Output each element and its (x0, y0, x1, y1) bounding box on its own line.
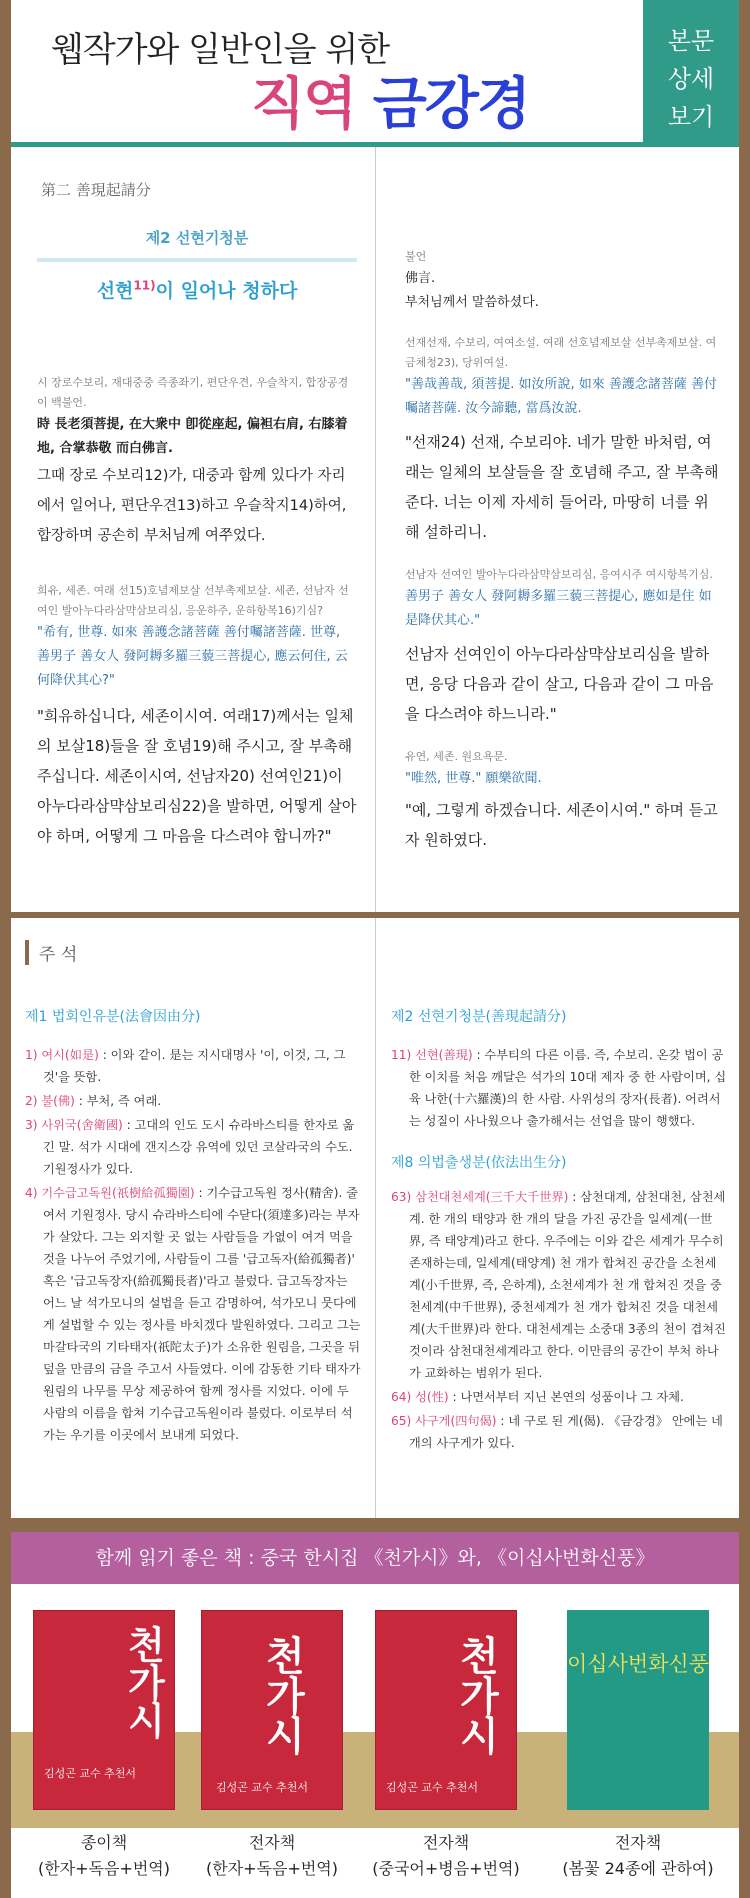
caption-line: 전자책 (248, 1833, 296, 1852)
note-number: 2) (25, 1094, 38, 1108)
note-number: 64) (391, 1390, 412, 1404)
hanja-text: 佛言. (405, 271, 436, 286)
note-number: 11) (391, 1048, 412, 1062)
header-title (251, 60, 529, 140)
note-text: : 고대의 인도 도시 슈라바스티를 한자로 옮긴 말. 석가 시대에 갠지스강 유역에 있던 코살라국의 수도. 기원정사가 있다. (43, 1118, 355, 1176)
book-cover-title: 천가시 (453, 1635, 499, 1755)
books-panel (11, 1584, 739, 1898)
detail-button-line: 상세 (667, 65, 715, 93)
note-text: : 수부티의 다른 이름. 즉, 수보리. 온갖 법이 공한 이치를 처음 깨달은 석가의 10대 제자 중 한 사람이며, 십육 나한(十六羅漢)의 한 사람. 사위성의 장자(長者). 어려서는 성질이 사나웠으나 출가해서는 선업을 많이 행했다. (409, 1048, 727, 1128)
detail-button-line: 보기 (667, 103, 715, 131)
main-text-panel (11, 147, 739, 912)
notes-column-divider (375, 918, 376, 1518)
notes-right-heading-2: 제8 의법출생분(依法出生分) (391, 1155, 567, 1171)
reading-text: 선재선재, 수보리, 여여소설. 여래 선호념제보살 선부촉제보살. 여금체청23), 당위여설. (405, 336, 717, 369)
caption-line: 전자책 (422, 1833, 470, 1852)
note-item (25, 1090, 361, 1112)
hanja-text: "唯然, 世尊." 願樂欲聞. (405, 771, 542, 786)
caption-line: (한자+독음+번역) (37, 1859, 171, 1878)
book-cover-title: 천가시 (121, 1625, 165, 1739)
note-term: 성(性) (415, 1390, 449, 1404)
notes-right-list (391, 1044, 727, 1132)
note-term: 선현(善現) (415, 1048, 473, 1062)
korean-text: "예, 그렇게 하겠습니다. 세존이시여." 하며 듣고자 원하였다. (405, 801, 718, 849)
chapter-subtitle (37, 276, 357, 303)
note-number: 65) (391, 1414, 412, 1428)
note-item (25, 1114, 361, 1180)
detail-view-button[interactable] (643, 0, 739, 142)
note-number: 3) (25, 1118, 38, 1132)
left-column (37, 207, 357, 851)
title-part-a: 직역 (251, 72, 356, 137)
note-text: : 부처, 즉 여래. (74, 1094, 162, 1108)
section-label: 第二 善現起請分 (41, 181, 151, 199)
note-text: : 나면서부터 지닌 본연의 성품이나 그 자체. (448, 1390, 684, 1404)
notes-left-list (25, 1044, 361, 1446)
note-term: 사구게(四句偈) (415, 1414, 497, 1428)
book-caption-2 (181, 1830, 363, 1882)
right-column (405, 247, 723, 855)
note-text: : 삼천대계, 삼천대천, 삼천세계. 한 개의 태양과 한 개의 달을 가진 공간을 일세계(一世界, 즉 태양계)라고 한다. 우주에는 이와 같은 세계가 무수히 존재하는데, 일세계(태양계) 천 개가 합쳐진 공간을 소천세계(小千世界, 즉, 은하계), 소천세계가 천 개 합쳐진 것을 중천세계(中千世界), 중천세계가 천 개가 합쳐진 것을 대천세계(大千世界)라 한다. 대천세계는 소중대 3종의 천이 겹쳐진 것이라 삼천대천세계라고 한다. 이만큼의 공간이 부처 하나가 교화하는 범위가 된다. (409, 1190, 726, 1380)
reading-text: 불언 (405, 250, 427, 263)
hanja-text: 善男子 善女人 發阿耨多羅三藐三菩提心, 應如是住 如是降伏其心." (405, 589, 712, 628)
korean-text: 그때 장로 수보리12)가, 대중과 함께 있다가 자리에서 일어나, 편단우견13)하고 우슬착지14)하여, 합장하며 공손히 부처님께 여쭈었다. (37, 468, 347, 544)
notes-left-column (25, 1006, 361, 1448)
caption-line: (봄꽃 24종에 관하여) (562, 1859, 714, 1878)
book-cover-subtitle: 김성곤 교수 추천서 (44, 1767, 137, 1780)
korean-text: "선재24) 선재, 수보리야. 네가 말한 바처럼, 여래는 일체의 보살들을 잘 호념해 주고, 잘 부촉해 준다. 너는 이제 자세히 들어라, 마땅히 너를 위해 설하리니. (405, 433, 719, 541)
notes-panel (11, 918, 739, 1518)
detail-button-line: 본문 (667, 27, 715, 55)
book-caption-3 (355, 1830, 537, 1882)
korean-text: "희유하십니다, 세존이시여. 여래17)께서는 일체의 보살18)들을 잘 호념19)해 주시고, 잘 부촉해 주십니다. 세존이시여, 선남자20) 선여인21)이 아누다라삼먁삼보리심22)을 발하면, 어떻게 살아야 하며, 어떻게 그 마음을 다스려야 합니까?" (37, 707, 357, 845)
note-term: 삼천대천세계(三千大千世界) (415, 1190, 569, 1204)
note-item (391, 1044, 727, 1132)
book-cover-1[interactable] (33, 1610, 175, 1810)
note-term: 여시(如是) (41, 1048, 99, 1062)
chapter-bar (37, 258, 357, 262)
title-part-b: 금강경 (372, 72, 529, 137)
notes-right-list-2 (391, 1186, 727, 1454)
book-cover-4[interactable] (567, 1610, 709, 1810)
book-caption-1 (13, 1830, 195, 1882)
note-term: 불(佛) (41, 1094, 75, 1108)
reading-text: 시 장로수보리, 재대중중 즉종좌기, 편단우견, 우슬착지, 합장공경 이 백불언. (37, 376, 349, 409)
chapter-subtitle-post: 이 일어나 청하다 (155, 280, 298, 302)
reading-text: 희유, 세존. 여래 선15)호념제보살 선부촉제보살. 세존, 선남자 선여인 발아누다라삼먁삼보리심, 응운하주, 운하항복16)기심? (37, 584, 349, 617)
note-number: 4) (25, 1186, 38, 1200)
header-subtitle: 웹작가와 일반인을 위한 (51, 30, 390, 70)
hanja-text: "善哉善哉, 須菩提. 如汝所說, 如來 善護念諸菩薩 善付囑諸菩薩. 汝今諦聽, 當爲汝說. (405, 377, 718, 416)
reading-text: 선남자 선여인 발아누다라삼먁삼보리심, 응여시주 여시항복기심. (405, 568, 713, 581)
note-term: 사위국(舍衛國) (41, 1118, 123, 1132)
spacer (405, 547, 723, 565)
korean-text: 부처님께서 말씀하셨다. (405, 295, 539, 310)
note-number: 1) (25, 1048, 38, 1062)
note-text: : 이와 같이. 是는 지시대명사 '이, 이것, 그, 그것'을 뜻함. (43, 1048, 346, 1084)
hanja-text: 時 長老須菩提, 在大衆中 卽從座起, 偏袒右肩, 右膝着地, 合掌恭敬 而白佛言. (37, 417, 348, 456)
column-divider (375, 147, 376, 912)
hanja-text: "希有, 世尊. 如來 善護念諸菩薩 善付囑諸菩薩. 世尊, 善男子 善女人 發阿耨多羅三藐三菩提心, 應云何住, 云何降伏其心?" (37, 625, 348, 688)
note-item (25, 1182, 361, 1446)
note-text: : 네 구로 된 게(偈). 《금강경》 안에는 네 개의 사구게가 있다. (409, 1414, 723, 1450)
reading-text: 유연, 세존. 원요욕문. (405, 750, 508, 763)
header (11, 0, 739, 147)
notes-right-heading: 제2 선현기청분(善現起請分) (391, 1009, 567, 1025)
caption-line: (중국어+병음+번역) (372, 1859, 520, 1878)
book-cover-subtitle: 김성곤 교수 추천서 (216, 1781, 309, 1794)
note-item (25, 1044, 361, 1088)
book-cover-title: 천가시 (259, 1635, 305, 1755)
book-cover-3[interactable] (375, 1610, 517, 1810)
caption-line: 종이책 (80, 1833, 128, 1852)
notes-left-heading: 제1 법회인유분(法會因由分) (25, 1009, 201, 1025)
book-cover-2[interactable] (201, 1610, 343, 1810)
book-caption-4 (547, 1830, 729, 1882)
books-banner: 함께 읽기 좋은 책 : 중국 한시집 《천가시》와, 《이십사번화신풍》 (11, 1532, 739, 1584)
note-text: : 기수급고독원 정사(精舍). 줄여서 기원정사. 당시 슈라바스티에 수닫다(須達多)라는 부자가 살았다. 그는 외지할 곳 없는 사람들을 가엾이 여겨 먹을 것을 나누어 주었기에, 사람들이 그를 '급고독자(給孤獨者)' 혹은 '급고독장자(給孤獨長者)'라고 불렀다. 급고독장자는 어느 날 석가모니의 설법을 듣고 감명하여, 석가모니 뭇다에게 설법할 수 있는 정사를 바치겠다 발원하였다. 그리고 그는 마갈타국의 기타태자(祇陀太子)가 소유한 원림을, 그곳을 뒤덮을 만큼의 금을 주고서 사들였다. 이에 감동한 기타 태자가 원림의 나무를 무상 제공하여 함께 정사를 지었다. 이에 두 사람의 이름을 합쳐 기수급고독원이라 불렀다. 이로부터 석가는 우기를 이곳에서 보내게 되었다. (43, 1186, 361, 1442)
spacer (405, 315, 723, 333)
chapter-subtitle-sup: 11) (133, 278, 156, 293)
book-cover-subtitle: 김성곤 교수 추천서 (386, 1781, 479, 1794)
caption-line: (한자+독음+번역) (205, 1859, 339, 1878)
notes-heading: 주 석 (25, 940, 77, 965)
note-item (391, 1410, 727, 1454)
korean-text: 선남자 선여인이 아누다라삼먁삼보리심을 발하면, 응당 다음과 같이 살고, 다음과 같이 그 마음을 다스려야 하느니라." (405, 645, 714, 723)
chapter-title: 제2 선현기청분 (145, 229, 249, 247)
spacer (405, 729, 723, 747)
note-item (391, 1186, 727, 1384)
caption-line: 전자책 (614, 1833, 662, 1852)
note-term: 기수급고독원(祇樹給孤獨園) (41, 1186, 195, 1200)
notes-right-column (391, 1006, 727, 1456)
note-number: 63) (391, 1190, 412, 1204)
note-item (391, 1386, 727, 1408)
chapter-subtitle-pre: 선현 (96, 280, 134, 302)
book-cover-title: 이십사번화신풍 (567, 1652, 710, 1676)
spacer (37, 551, 357, 581)
